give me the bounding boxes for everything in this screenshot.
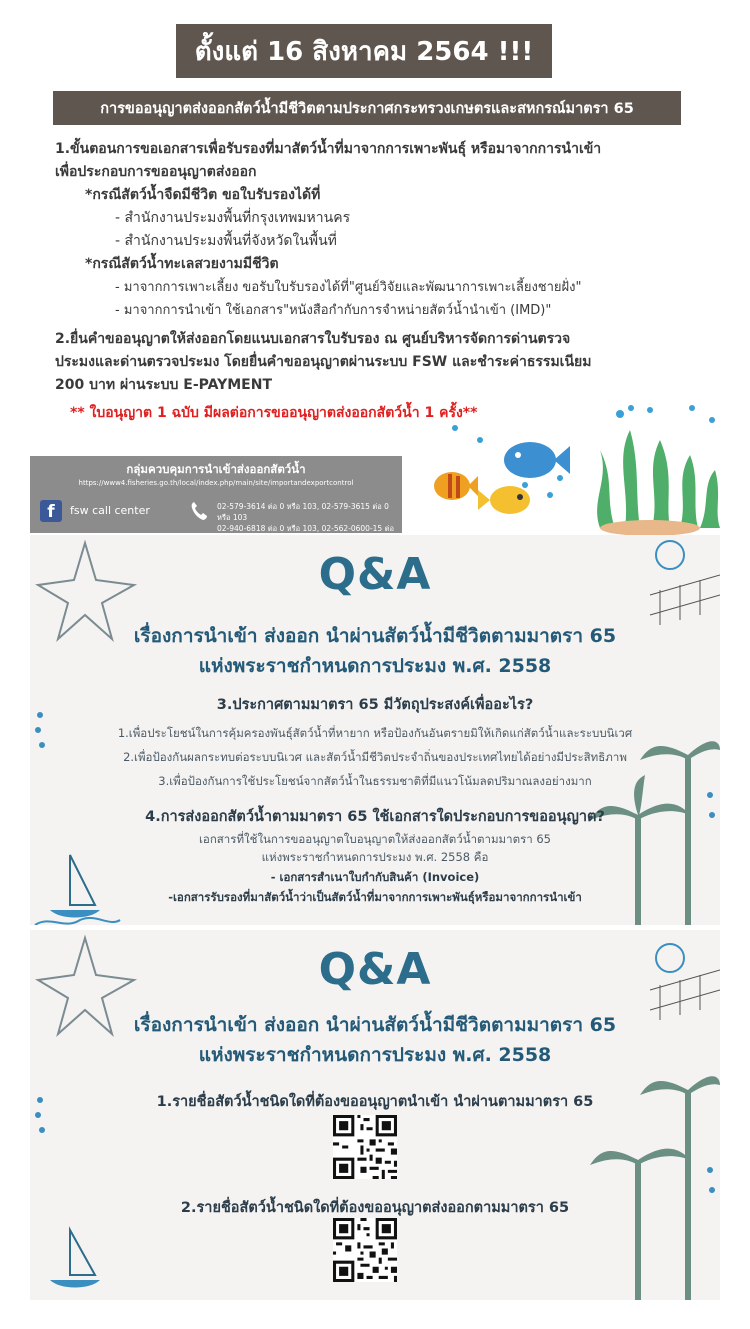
fish-icon bbox=[504, 442, 570, 478]
answer-4-line-2: แห่งพระราชกำหนดการประมง พ.ศ. 2558 คือ bbox=[261, 850, 489, 864]
facebook-icon: f bbox=[40, 500, 62, 522]
page-title: ตั้งแต่ 16 สิงหาคม 2564 !!! bbox=[176, 24, 552, 78]
seaweed-icon bbox=[597, 430, 720, 528]
contact-url[interactable]: https://www4.fisheries.go.th/local/index.php/main/site/importandexportcontrol bbox=[78, 479, 354, 487]
fish-icon bbox=[478, 486, 530, 514]
step-1-cont: เพื่อประกอบการขออนุญาตส่งออก bbox=[55, 164, 257, 180]
qr-code-icon[interactable] bbox=[333, 1218, 397, 1282]
answer-3-item-1: 1.เพื่อประโยชน์ในการคุ้มครองพันธุ์สัตว์น้ำที่หายาก หรือป้องกันอันตรายมิให้เกิดแก่สัตว์น้ำและระบบนิเวศ bbox=[117, 726, 633, 740]
phone-icon bbox=[190, 501, 210, 521]
question-4: 4.การส่งออกสัตว์น้ำตามมาตรา 65 ใช้เอกสารใดประกอบการขออนุญาต? bbox=[145, 809, 605, 825]
facebook-name[interactable]: fsw call center bbox=[70, 504, 150, 517]
answer-3-item-3: 3.เพื่อป้องกันการใช้ประโยชน์จากสัตว์น้ำในธรรมชาติที่มีแนวโน้มลดปริมาณลงอย่างมาก bbox=[158, 774, 592, 788]
step-2-cont: ประมงและด่านตรวจประมง โดยยื่นคำขออนุญาตผ่านระบบ FSW และชำระค่าธรรมเนียม bbox=[55, 354, 592, 370]
answer-4-line-3: - เอกสารสำเนาใบกำกับสินค้า (Invoice) bbox=[270, 870, 480, 884]
contact-heading: กลุ่มควบคุมการนำเข้าส่งออกสัตว์น้ำ bbox=[126, 462, 306, 476]
sea-water-note: *กรณีสัตว์น้ำทะเลสวยงามมีชีวิต bbox=[85, 256, 279, 272]
fresh-water-item-1: - สำนักงานประมงพื้นที่กรุงเทพมหานคร bbox=[115, 210, 351, 226]
qr-code-icon[interactable] bbox=[333, 1115, 397, 1179]
qa-subtitle-1a: เรื่องการนำเข้า ส่งออก นำผ่านสัตว์น้ำมีชีวิตตามมาตรา 65 bbox=[133, 625, 617, 647]
bubble-icon bbox=[452, 405, 715, 498]
answer-4-line-1: เอกสารที่ใช้ในการขออนุญาตใบอนุญาตให้ส่งออกสัตว์น้ำตามมาตรา 65 bbox=[198, 832, 551, 846]
fresh-water-item-2: - สำนักงานประมงพื้นที่จังหวัดในพื้นที่ bbox=[115, 233, 337, 249]
phone-numbers-2: 02-940-6818 ต่อ 0 หรือ 103, 02-562-0600-15 ต่อ bbox=[217, 524, 394, 533]
qa-subtitle-2b: แห่งพระราชกำหนดการประมง พ.ศ. 2558 bbox=[198, 1044, 552, 1066]
qa-subtitle-1b: แห่งพระราชกำหนดการประมง พ.ศ. 2558 bbox=[198, 655, 552, 677]
question-2: 2.รายชื่อสัตว์น้ำชนิดใดที่ต้องขออนุญาตส่งออกตามมาตรา 65 bbox=[180, 1200, 570, 1216]
question-1: 1.รายชื่อสัตว์น้ำชนิดใดที่ต้องขออนุญาตนำเข้า นำผ่านตามมาตรา 65 bbox=[156, 1094, 594, 1110]
sea-water-item-2: - มาจากการนำเข้า ใช้เอกสาร"หนังสือกำกับการจำหน่ายสัตว์น้ำนำเข้า (IMD)" bbox=[115, 303, 552, 318]
qa-panel-2 bbox=[30, 930, 720, 1300]
qa-title-1: Q&A bbox=[318, 549, 432, 600]
phone-numbers-1: 02-579-3614 ต่อ 0 หรือ 103, 02-579-3615 ต่อ 0 หรือ 103 bbox=[217, 502, 389, 522]
fish-illustration bbox=[430, 400, 730, 535]
page-subtitle: การขออนุญาตส่งออกสัตว์น้ำมีชีวิตตามประกาศกระทรวงเกษตรและสหกรณ์มาตรา 65 bbox=[53, 91, 681, 125]
warning-note: ** ใบอนุญาต 1 ฉบับ มีผลต่อการขออนุญาตส่งออกสัตว์น้ำ 1 ครั้ง** bbox=[70, 405, 478, 421]
qa-panel-1 bbox=[30, 535, 720, 925]
fresh-water-note: *กรณีสัตว์น้ำจืดมีชีวิต ขอใบรับรองได้ที่ bbox=[85, 187, 321, 203]
sea-water-item-1: - มาจากการเพาะเลี้ยง ขอรับใบรับรองได้ที่"ศูนย์วิจัยและพัฒนาการเพาะเลี้ยงชายฝั่ง" bbox=[115, 280, 582, 295]
answer-4-line-4: -เอกสารรับรองที่มาสัตว์น้ำว่าเป็นสัตว์น้ำที่มาจากการเพาะพันธุ์หรือมาจากการนำเข้า bbox=[168, 890, 582, 904]
sailboat-icon bbox=[50, 1230, 100, 1288]
question-3: 3.ประกาศตามมาตรา 65 มีวัตถุประสงค์เพื่ออะไร? bbox=[216, 697, 534, 713]
qa-subtitle-2a: เรื่องการนำเข้า ส่งออก นำผ่านสัตว์น้ำมีชีวิตตามมาตรา 65 bbox=[133, 1014, 617, 1036]
step-1: 1.ขั้นตอนการขอเอกสารเพื่อรับรองที่มาสัตว์น้ำที่มาจากการเพาะพันธุ์ หรือมาจากการนำเข้า bbox=[55, 141, 602, 157]
answer-3-item-2: 2.เพื่อป้องกันผลกระทบต่อระบบนิเวศ และสัตว์น้ำมีชีวิตประจำถิ่นของประเทศไทยได้อย่างมีประสิทธิภาพ bbox=[123, 750, 627, 764]
contact-box bbox=[30, 456, 402, 533]
fish-icon bbox=[434, 472, 478, 500]
qa-title-2: Q&A bbox=[318, 944, 432, 995]
steps-section bbox=[55, 138, 695, 397]
step-2: 2.ยื่นคำขออนุญาตให้ส่งออกโดยแนบเอกสารใบรับรอง ณ ศูนย์บริหารจัดการด่านตรวจ bbox=[55, 331, 571, 347]
step-2-cont-2: 200 บาท ผ่านระบบ E-PAYMENT bbox=[55, 377, 273, 393]
